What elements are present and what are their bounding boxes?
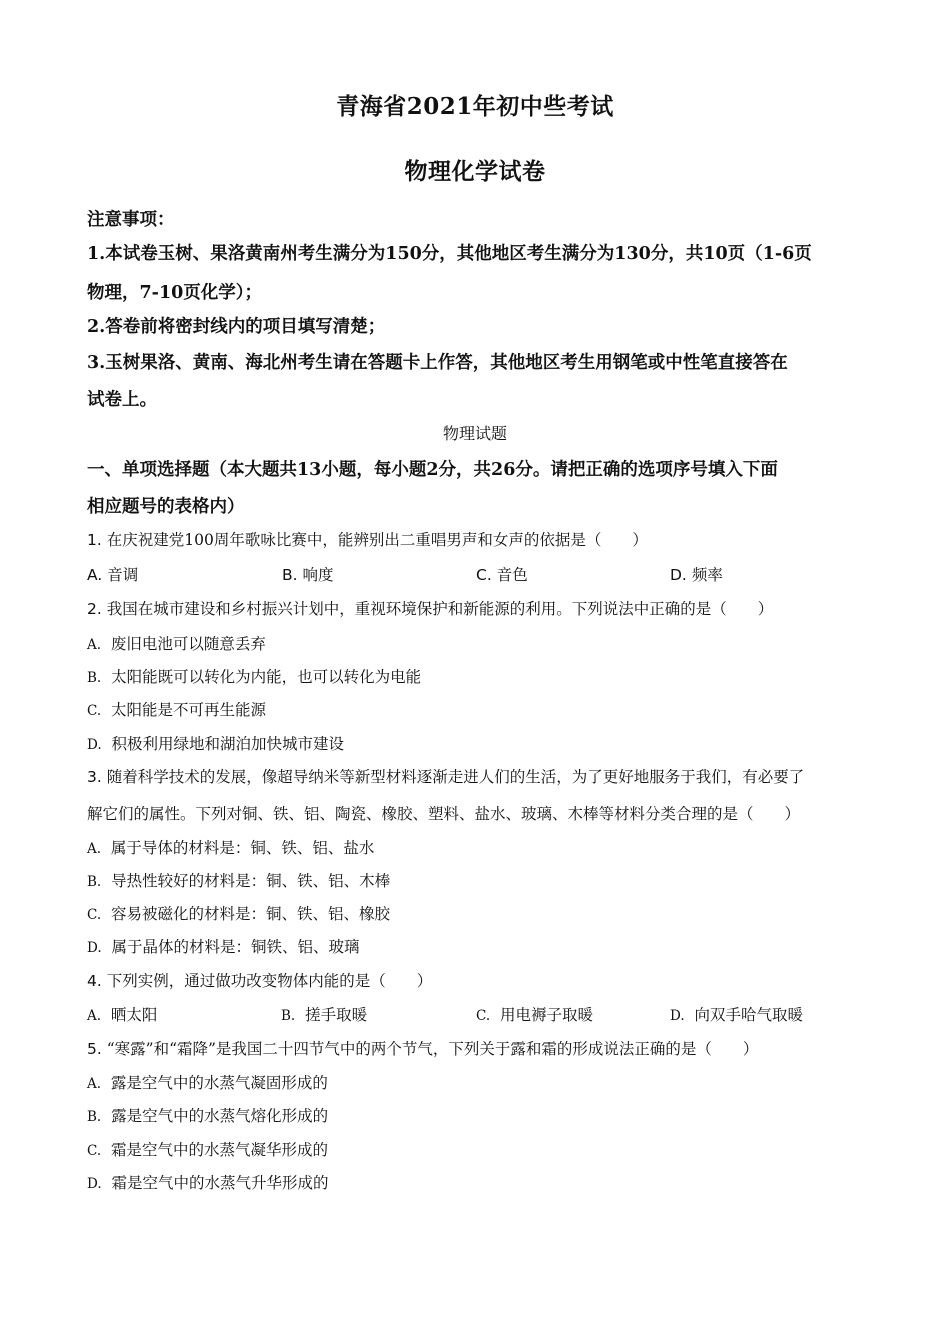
notice-item-3-line-2: 试卷上。 bbox=[87, 390, 157, 410]
question-text: 下列实例，通过做功改变物体内能的是（ ） bbox=[106, 972, 433, 990]
question-3-line-2: 解它们的属性。下列对铜、铁、铝、陶瓷、橡胶、塑料、盐水、玻璃、木棒等材料分类合理的是（ ） bbox=[87, 805, 801, 823]
q2-option-c: C. 太阳能是不可再生能源 bbox=[87, 701, 267, 719]
question-number: 2. bbox=[87, 600, 102, 618]
question-text: “寒露”和“霜降”是我国二十四节气中的两个节气，下列关于露和霜的形成说法正确的是（ ） bbox=[106, 1040, 759, 1058]
question-number: 4. bbox=[87, 972, 102, 990]
exam-subtitle: 物理化学试卷 bbox=[404, 158, 546, 185]
notice-item-1-line-1: 1.本试卷玉树、果洛黄南州考生满分为150分，其他地区考生满分为130分，共10页（1-6页 bbox=[87, 244, 812, 264]
q5-option-c: C. 霜是空气中的水蒸气凝华形成的 bbox=[87, 1141, 329, 1159]
question-number: 3. bbox=[87, 768, 102, 786]
q2-option-d: D. 积极利用绿地和湖泊加快城市建设 bbox=[87, 735, 345, 753]
q1-option-d: D. 频率 bbox=[670, 566, 723, 584]
q2-option-a: A. 废旧电池可以随意丢弃 bbox=[87, 635, 266, 653]
q1-option-c: C. 音色 bbox=[476, 566, 528, 584]
q3-option-d: D. 属于晶体的材料是：铜铁、铝、玻璃 bbox=[87, 938, 360, 956]
q4-option-b: B. 搓手取暖 bbox=[281, 1006, 368, 1024]
notice-item-2: 2.答卷前将密封线内的项目填写清楚； bbox=[87, 317, 386, 337]
notice-item-1-line-2: 物理，7-10页化学）； bbox=[87, 283, 263, 303]
q5-option-d: D. 霜是空气中的水蒸气升华形成的 bbox=[87, 1174, 329, 1192]
q1-option-a: A. 音调 bbox=[87, 566, 139, 584]
subject-heading: 物理试题 bbox=[442, 424, 507, 443]
notice-item-3-line-1: 3.玉树果洛、黄南、海北州考生请在答题卡上作答，其他地区考生用钢笔或中性笔直接答在 bbox=[87, 353, 788, 373]
notice-heading: 注意事项： bbox=[87, 210, 175, 230]
question-1 bbox=[87, 528, 648, 550]
q1-option-b: B. 响度 bbox=[282, 566, 334, 584]
q3-option-c: C. 容易被磁化的材料是：铜、铁、铝、橡胶 bbox=[87, 905, 391, 923]
part-1-heading-line-1: 一、单项选择题（本大题共13小题，每小题2分，共26分。请把正确的选项序号填入下面 bbox=[87, 460, 778, 480]
q3-option-b: B. 导热性较好的材料是：铜、铁、铝、木棒 bbox=[87, 872, 391, 890]
q4-option-a: A. 晒太阳 bbox=[87, 1006, 158, 1024]
q5-option-a: A. 露是空气中的水蒸气凝固形成的 bbox=[87, 1074, 328, 1092]
q3-option-a: A. 属于导体的材料是：铜、铁、铝、盐水 bbox=[87, 839, 375, 857]
question-4 bbox=[87, 969, 432, 991]
question-5 bbox=[87, 1037, 758, 1059]
exam-title: 青海省2021年初中些考试 bbox=[336, 93, 614, 120]
question-text: 我国在城市建设和乡村振兴计划中，重视环境保护和新能源的利用。下列说法中正确的是（ ） bbox=[106, 600, 774, 618]
q5-option-b: B. 露是空气中的水蒸气熔化形成的 bbox=[87, 1107, 329, 1125]
question-text: 随着科学技术的发展，像超导纳米等新型材料逐渐走进人们的生活，为了更好地服务于我们，有必要了 bbox=[106, 768, 805, 786]
q4-option-d: D. 向双手哈气取暖 bbox=[670, 1006, 804, 1024]
question-3-line-1 bbox=[87, 765, 804, 787]
question-2 bbox=[87, 597, 773, 619]
q2-option-b: B. 太阳能既可以转化为内能，也可以转化为电能 bbox=[87, 668, 422, 686]
question-text: 在庆祝建党100周年歌咏比赛中，能辨别出二重唱男声和女声的依据是（ ） bbox=[106, 531, 648, 549]
q4-option-c: C. 用电褥子取暖 bbox=[476, 1006, 594, 1024]
question-number: 1. bbox=[87, 531, 102, 549]
part-1-heading-line-2: 相应题号的表格内） bbox=[87, 497, 245, 517]
question-number: 5. bbox=[87, 1040, 102, 1058]
